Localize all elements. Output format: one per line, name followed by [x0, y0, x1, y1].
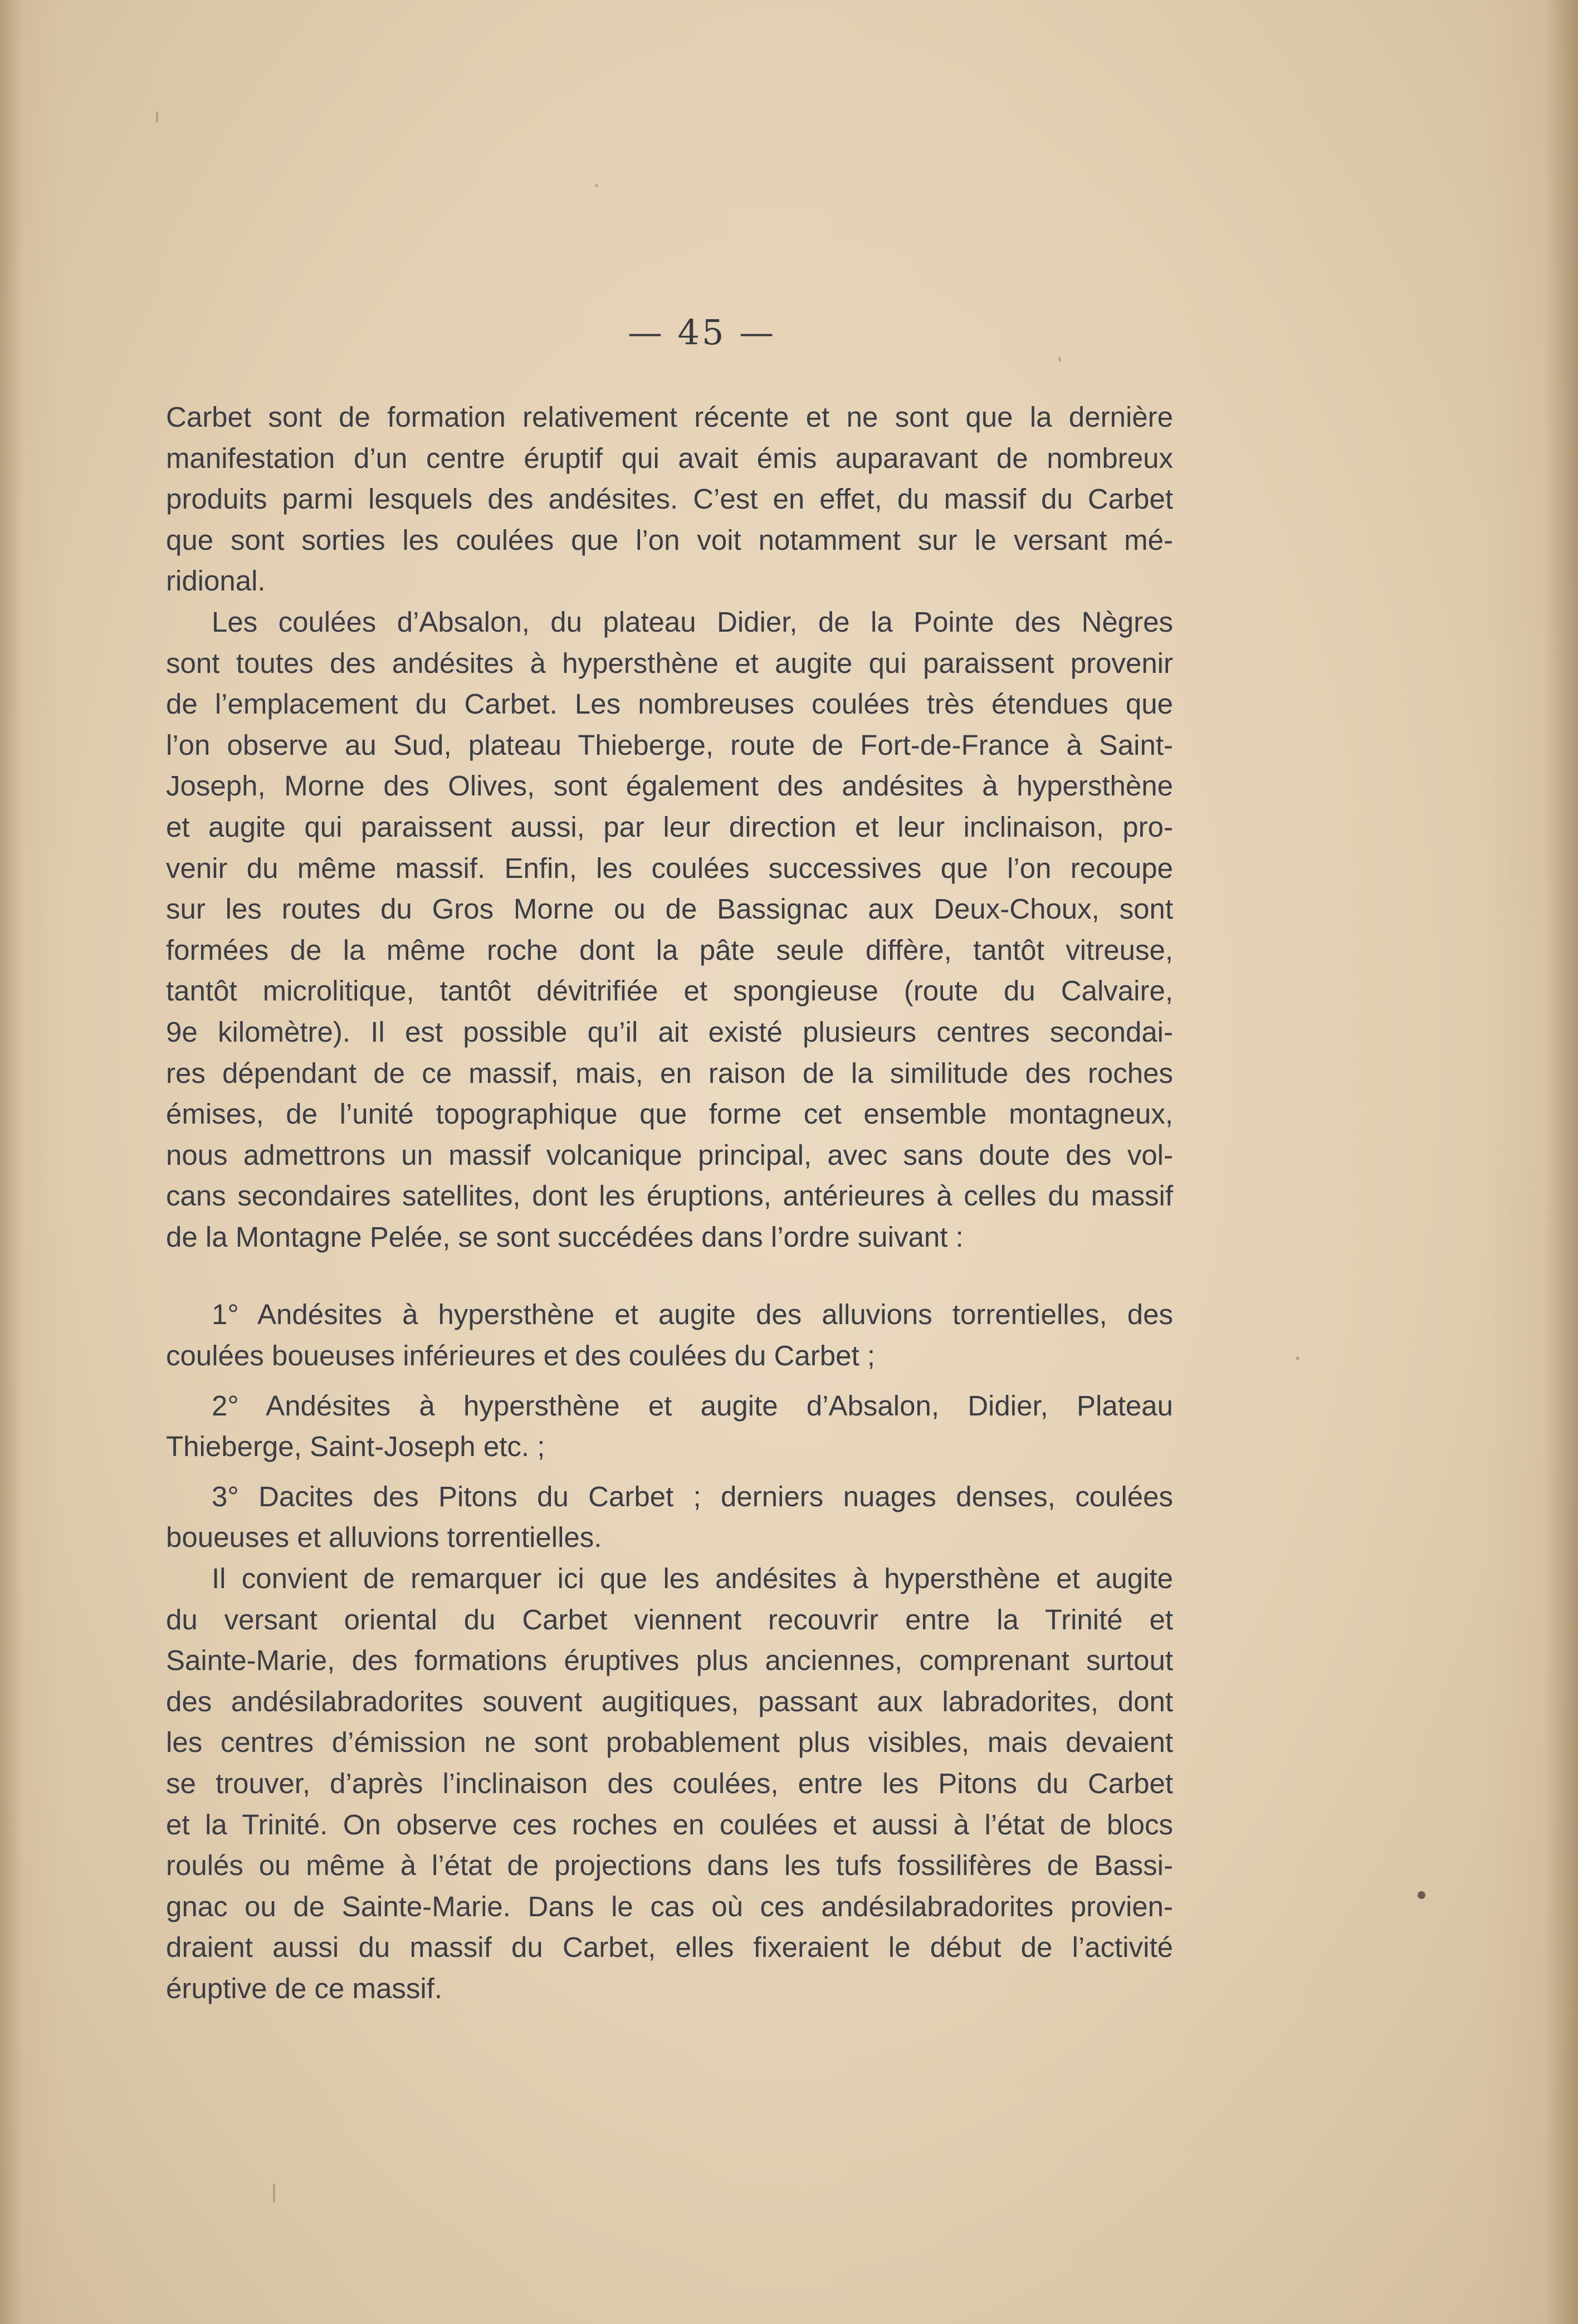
paper-speck [595, 184, 598, 187]
text-line: que sont sorties les coulées que l’on voit notamment sur le versant mé- [166, 524, 1173, 556]
page-edge-right [1545, 0, 1578, 2324]
page-number: — 45 — [627, 312, 776, 353]
paper-speck [1058, 357, 1061, 362]
paragraph-gap [166, 1376, 1173, 1385]
list-item-line: Thieberge, Saint-Joseph etc. ; [166, 1430, 545, 1463]
text-line: les centres d’émission ne sont probablement plus visibles, mais devaient [166, 1726, 1173, 1759]
list-item-line: coulées boueuses inférieures et des coulées du Carbet ; [166, 1340, 875, 1372]
paper-speck [1296, 1356, 1299, 1360]
list-item-line: 1° Andésites à hypersthène et augite des alluvions torrentielles, des [212, 1298, 1173, 1331]
text-line: Les coulées d’Absalon, du plateau Didier, de la Pointe des Nègres [212, 606, 1173, 638]
text-line: Il convient de remarquer ici que les andésites à hypersthène et augite [212, 1563, 1173, 1595]
text-line: draient aussi du massif du Carbet, elles fixeraient le début de l’activité [166, 1931, 1173, 1964]
list-item-line: boueuses et alluvions torrentielles. [166, 1521, 602, 1554]
text-line: Sainte-Marie, des formations éruptives plus anciennes, comprenant surtout [166, 1644, 1173, 1677]
text-line: de l’emplacement du Carbet. Les nombreuses coulées très étendues que [166, 688, 1173, 720]
text-line: sont toutes des andésites à hypersthène et augite qui paraissent provenir [166, 647, 1173, 679]
text-line: res dépendant de ce massif, mais, en raison de la similitude des roches [166, 1057, 1173, 1089]
text-line: roulés ou même à l’état de projections dans les tufs fossilifères de Bassi- [166, 1849, 1173, 1882]
text-line: et la Trinité. On observe ces roches en coulées et aussi à l’état de blocs [166, 1808, 1173, 1840]
text-line: Joseph, Morne des Olives, sont également des andésites à hypersthène [166, 770, 1173, 802]
list-item [166, 1476, 1173, 1558]
text-line: se trouver, d’après l’inclinaison des coulées, entre les Pitons du Carbet [166, 1768, 1173, 1799]
body-text [166, 397, 1173, 2009]
text-line: formées de la même roche dont la pâte seule diffère, tantôt vitreuse, [166, 934, 1173, 966]
list-item-line: 2° Andésites à hypersthène et augite d’Absalon, Didier, Plateau [212, 1389, 1173, 1422]
text-line: ridional. [166, 565, 266, 597]
list-item [166, 1294, 1173, 1376]
paragraph-gap [166, 1257, 1173, 1294]
text-line: manifestation d’un centre éruptif qui avait émis auparavant de nombreux [166, 442, 1173, 474]
text-line: tantôt microlitique, tantôt dévitrifiée et spongieuse (route du Calvaire, [166, 975, 1173, 1007]
text-line: éruptive de ce massif. [166, 1972, 443, 2004]
paper-speck [1418, 1891, 1425, 1899]
text-line: gnac ou de Sainte-Marie. Dans le cas où ces andésilabradorites provien- [166, 1890, 1173, 1922]
text-line: produits parmi lesquels des andésites. C’est en effet, du massif du Carbet [166, 483, 1173, 515]
text-line: émises, de l’unité topographique que forme cet ensemble montagneux, [166, 1098, 1173, 1130]
text-line: nous admettrons un massif volcanique principal, avec sans doute des vol- [166, 1139, 1173, 1171]
text-line: Carbet sont de formation relativement récente et ne sont que la dernière [166, 401, 1173, 433]
text-line: venir du même massif. Enfin, les coulées successives que l’on recoupe [166, 852, 1173, 884]
paper-speck [156, 111, 158, 123]
text-line: et augite qui paraissent aussi, par leur direction et leur inclinaison, pro- [166, 811, 1173, 843]
paper-speck [273, 2184, 275, 2203]
text-line: cans secondaires satellites, dont les éruptions, antérieures à celles du massif [166, 1180, 1173, 1212]
text-line: 9e kilomètre). Il est possible qu’il ait existé plusieurs centres secondai- [166, 1015, 1173, 1048]
text-line: de la Montagne Pelée, se sont succédées dans l’ordre suivant : [166, 1220, 964, 1253]
text-line: sur les routes du Gros Morne ou de Bassignac aux Deux-Choux, sont [166, 893, 1173, 925]
text-line: du versant oriental du Carbet viennent recouvrir entre la Trinité et [166, 1603, 1173, 1635]
text-line: des andésilabradorites souvent augitiques, passant aux labradorites, dont [166, 1685, 1173, 1717]
list-item [166, 1385, 1173, 1467]
text-line: l’on observe au Sud, plateau Thieberge, route de Fort-de-France à Saint- [166, 729, 1173, 761]
list-item-line: 3° Dacites des Pitons du Carbet ; derniers nuages denses, coulées [212, 1480, 1173, 1512]
paragraph-gap [166, 1467, 1173, 1476]
